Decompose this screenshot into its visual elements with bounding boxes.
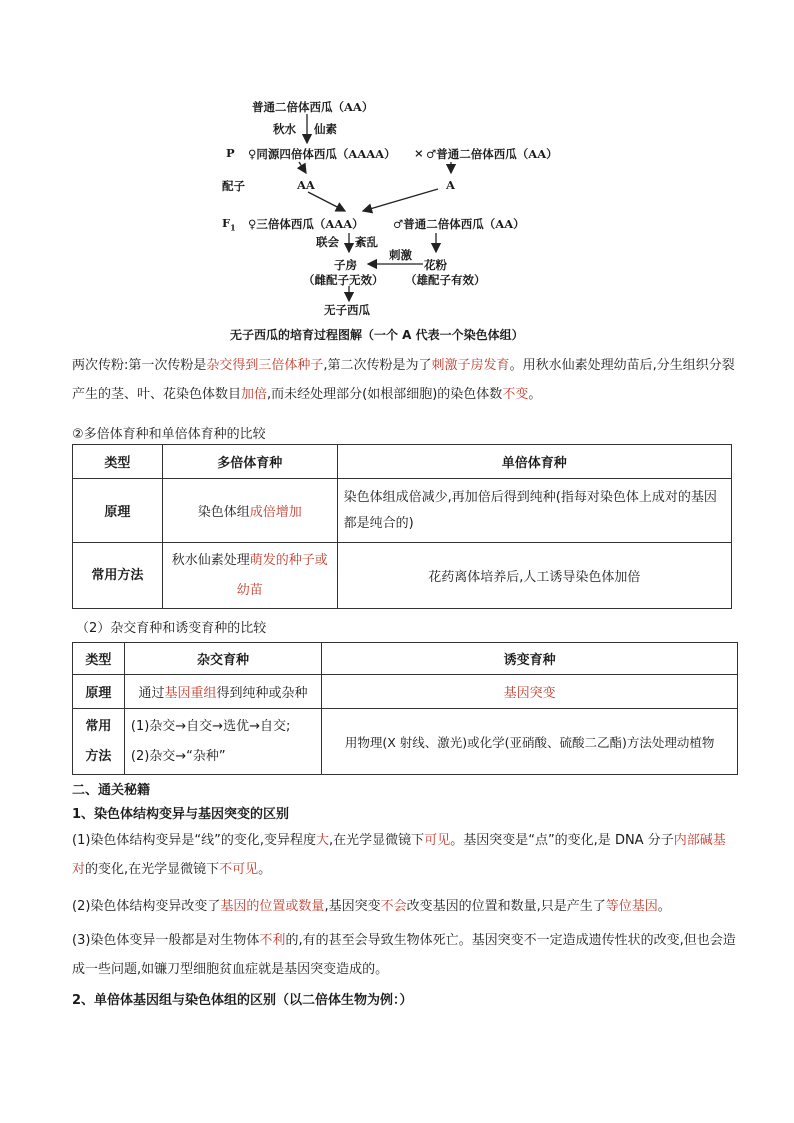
structural-vs-mutation-p1: (1)染色体结构变异是“线”的变化,变异程度大,在光学显微镜下可见。基因突变是“点”的变化,是 DNA 分子内部碱基对的变化,在光学显微镜下不可见。	[72, 833, 726, 877]
table-header: 类型	[73, 643, 125, 675]
row-label: 原理	[73, 479, 163, 543]
table-header: 单倍体育种	[337, 445, 731, 479]
table-cell: 染色体组成倍增加	[162, 479, 337, 543]
table-header: 诱变育种	[322, 643, 738, 675]
synapsis-right-label: 紊乱	[355, 235, 378, 249]
pollen-label: 花粉	[424, 258, 447, 272]
row-label: 常用方法	[73, 543, 163, 609]
subsection-one-heading: 1、染色体结构变异与基因突变的区别	[72, 807, 290, 822]
male-gamete-note: （雄配子有效）	[405, 273, 486, 287]
diagram-caption: 无子西瓜的培育过程图解（一个 A 代表一个染色体组）	[230, 328, 524, 342]
gamete-male: A	[446, 178, 455, 192]
table-row	[73, 479, 732, 543]
table-header: 杂交育种	[124, 643, 321, 675]
arrow-gamete-fuse-right	[363, 189, 438, 211]
table-header: 多倍体育种	[162, 445, 337, 479]
section-two-heading: 二、通关秘籍	[72, 783, 151, 798]
cross-symbol: ×	[414, 146, 424, 160]
table-header-row	[73, 445, 732, 479]
table-cell: 基因突变	[322, 675, 738, 709]
hybrid-mutation-table	[72, 642, 738, 775]
gamete-female: AA	[297, 178, 315, 192]
ovary-label: 子房	[334, 258, 357, 272]
table-cell: 通过基因重组得到纯种或杂种	[124, 675, 321, 709]
p-female-label: ♀同源四倍体西瓜（AAAA）	[248, 147, 396, 161]
f1-label: $F_1$	[222, 216, 236, 233]
table-row	[73, 543, 732, 609]
arrow-gamete-fuse-left	[308, 192, 345, 211]
diagram-arrows	[0, 0, 794, 340]
treat-left-label: 秋水	[273, 122, 296, 136]
diploid-watermelon-label: 普通二倍体西瓜（AA）	[252, 100, 374, 114]
arrow-female-gamete	[299, 162, 306, 173]
f1-female-label: ♀三倍体西瓜（AAA）	[248, 217, 364, 231]
structural-vs-mutation-p2: (2)染色体结构变异改变了基因的位置或数量,基因突变不会改变基因的位置和数量,只是产生了等位基因。	[72, 899, 671, 914]
structural-vs-mutation-p3: (3)染色体变异一般都是对生物体不利的,有的甚至会导致生物体死亡。基因突变不一定造成遗传性状的改变,但也会造成一些问题,如镰刀型细胞贫血症就是基因突变造成的。	[72, 933, 736, 977]
gamete-row-label: 配子	[222, 179, 245, 193]
row-label: 常用方法	[73, 709, 125, 775]
section-polyploid-title: ②多倍体育种和单倍体育种的比较	[72, 427, 266, 442]
female-gamete-note: （雌配子无效）	[303, 273, 384, 287]
table-row	[73, 675, 738, 709]
synapsis-left-label: 联会	[316, 235, 339, 249]
row-label: 原理	[73, 675, 125, 709]
table-cell: 用物理(X 射线、激光)或化学(亚硝酸、硫酸二乙酯)方法处理动植物	[322, 709, 738, 775]
table-header-row	[73, 643, 738, 675]
polyploid-haploid-table	[72, 444, 732, 609]
table-cell: 秋水仙素处理萌发的种子或幼苗	[162, 543, 337, 609]
subsection-two-heading: 2、单倍体基因组与染色体组的区别（以二倍体生物为例：）	[72, 993, 413, 1008]
table-row	[73, 709, 738, 775]
section-hybrid-title: （2）杂交育种和诱变育种的比较	[76, 621, 267, 636]
table-cell: 染色体组成倍减少,再加倍后得到纯种(指每对染色体上成对的基因都是纯合的)	[337, 479, 731, 543]
f1-male-label: ♂普通二倍体西瓜（AA）	[393, 217, 525, 231]
seedless-watermelon-label: 无子西瓜	[324, 303, 370, 317]
table-header: 类型	[73, 445, 163, 479]
table-cell: 花药离体培养后,人工诱导染色体加倍	[337, 543, 731, 609]
p-male-label: ♂普通二倍体西瓜（AA）	[426, 147, 558, 161]
pollination-paragraph: 两次传粉:第一次传粉是杂交得到三倍体种子,第二次传粉是为了刺激子房发育。用秋水仙素处理幼苗后,分生组织分裂产生的茎、叶、花染色体数目加倍,而未经处理部分(如根部细胞)的染色体数不变。	[72, 358, 735, 402]
p-generation-label: P	[226, 146, 235, 160]
treat-right-label: 仙素	[314, 122, 337, 136]
stimulus-label: 刺激	[389, 248, 412, 262]
table-cell: (1)杂交→自交→选优→自交; (2)杂交→“杂种”	[124, 709, 321, 775]
